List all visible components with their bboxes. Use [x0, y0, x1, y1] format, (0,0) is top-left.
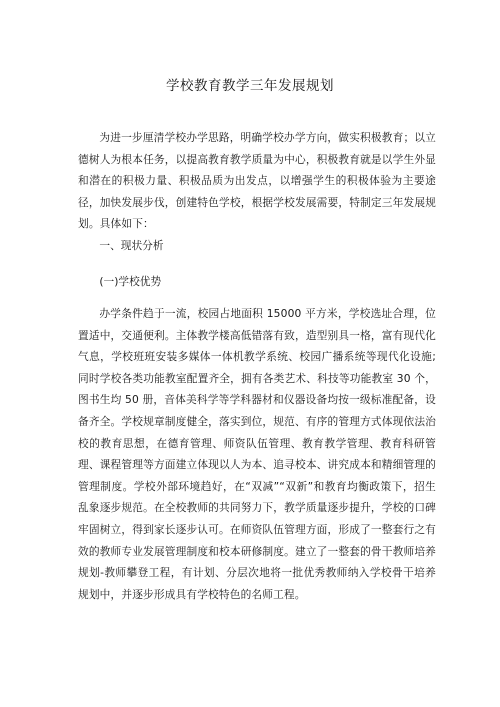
- subsection-heading-school-advantages: (一)学校优势: [99, 275, 162, 288]
- section-heading-status-analysis: 一、现状分析: [99, 239, 164, 252]
- document-title: 学校教育教学三年发展规划: [166, 78, 334, 94]
- advantages-paragraph: 办学条件趋于一流，校园占地面积 15000 平方米，学校选址合理，位置适中，交通便利。主体教学楼高低错落有致，造型别具一格，富有现代化气息，学校班班安装多媒体一体机教学系统、校园广播系统等现代化设施;同时学校各类功能教室配置齐全，拥有各类艺术、科技等功能教室 30 个，图书生均 50 册，音体美科学等学科器材和仪器设备均按一级标准配备，设备齐全。学校规章制度健全，落实到位，规范、有序的管理方式体现依法治校的教育思想，在德育管理、师资队伍管理、教育教学管理、教育科研管理、课程管理等方面建立体现以人为本、追寻校本、讲究成本和精细管理的管理制度。学校外部环境趋好，在“双减”“双新”和教育均衡政策下，招生乱象逐步规范。在全校教师的共同努力下，教学质量逐步提升，学校的口碑牢固树立，得到家长逐步认可。在师资队伍管理方面，形成了一整套行之有效的教师专业发展管理制度和校本研修制度。建立了一整套的骨干教师培养规划-教师攀登工程，有计划、分层次地将一批优秀教师纳入学校骨干培养规划中，并逐步形成具有学校特色的名师工程。: [78, 307, 436, 601]
- intro-paragraph: 为进一步厘清学校办学思路，明确学校办学方向，做实积极教育；以立德树人为根本任务，以提高教育教学质量为中心，积极教育就是以学生外显和潜在的积极力量、积极品质为出发点，以增强学生的积极体验为主要途径，加快发展步伐，创建特色学校，根据学校发展需要，特制定三年发展规划。具体如下：: [78, 131, 436, 231]
